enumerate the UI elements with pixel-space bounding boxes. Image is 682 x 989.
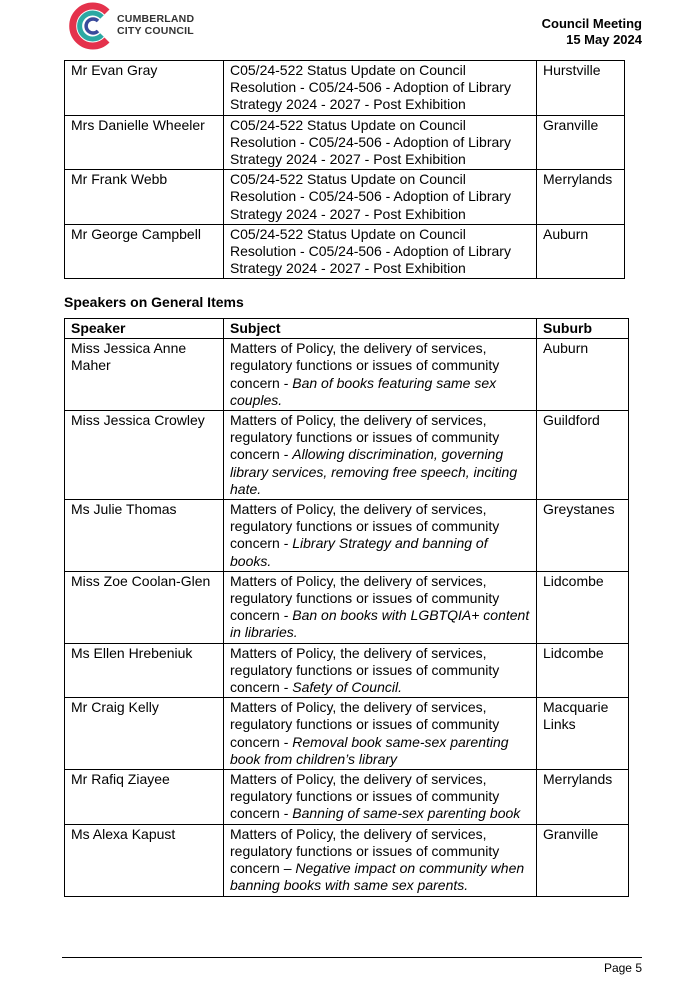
subject-text: Matters of Policy, the delivery of services, regulatory functions or issues of community concern - <box>230 572 500 624</box>
meeting-title: Council Meeting <box>541 16 642 31</box>
footer-divider <box>62 957 642 958</box>
meeting-date: 15 May 2024 <box>566 32 642 47</box>
suburb-cell: Merrylands <box>537 770 629 825</box>
section-title: Speakers on General Items <box>64 294 244 310</box>
subject-detail: Allowing discrimination, governing library services, removing free speech, inciting hate. <box>230 446 518 497</box>
subject-cell: C05/24-522 Status Update on Council Resolution - C05/24-506 - Adoption of Library Strategy 2024 - 2027 - Post Exhibition <box>224 61 537 116</box>
subject-text: Matters of Policy, the delivery of services, regulatory functions or issues of community concern - <box>230 771 500 822</box>
subject-cell <box>224 411 537 500</box>
speaker-cell: Mrs Danielle Wheeler <box>65 115 224 170</box>
suburb-cell: Auburn <box>537 224 625 279</box>
table-row <box>65 339 629 411</box>
subject-cell: C05/24-522 Status Update on Council Resolution - C05/24-506 - Adoption of Library Strategy 2024 - 2027 - Post Exhibition <box>224 170 537 225</box>
org-name-line1: CUMBERLAND <box>117 13 195 25</box>
table-row <box>65 571 629 643</box>
speaker-cell: Ms Julie Thomas <box>65 500 224 572</box>
subject-text: Matters of Policy, the delivery of services, regulatory functions or issues of community concern - <box>230 699 500 750</box>
table-row <box>65 61 625 116</box>
speaker-cell: Ms Ellen Hrebeniuk <box>65 643 224 698</box>
subject-text: Matters of Policy, the delivery of services, regulatory functions or issues of community concern - <box>230 412 500 463</box>
speaker-cell: Mr Craig Kelly <box>65 698 224 770</box>
speaker-cell: Miss Zoe Coolan-Glen <box>65 571 224 643</box>
suburb-cell: Auburn <box>537 339 629 411</box>
subject-detail: Removal book same-sex parenting book from children’s library <box>230 733 509 767</box>
table-row <box>65 224 625 279</box>
subject-detail: Ban on books with LGBTQIA+ content in libraries. <box>230 607 530 641</box>
subject-cell <box>224 500 537 572</box>
subject-cell <box>224 643 537 698</box>
subject-text: Matters of Policy, the delivery of services, regulatory functions or issues of community concern - <box>230 501 500 552</box>
header-suburb: Suburb <box>537 319 629 339</box>
speaker-cell: Ms Alexa Kapust <box>65 824 224 896</box>
speaker-cell: Mr George Campbell <box>65 224 224 279</box>
subject-text: Matters of Policy, the delivery of services, regulatory functions or issues of community concern - <box>230 340 500 391</box>
subject-detail: Ban of books featuring same sex couples. <box>230 374 497 408</box>
table-row <box>65 115 625 170</box>
subject-detail: Safety of Council. <box>292 679 402 696</box>
subject-text: Matters of Policy, the delivery of services, regulatory functions or issues of community concern – <box>230 825 500 877</box>
header-speaker: Speaker <box>65 319 224 339</box>
table-row <box>65 824 629 896</box>
table-row <box>65 698 629 770</box>
suburb-cell: Lidcombe <box>537 643 629 698</box>
suburb-cell: Granville <box>537 824 629 896</box>
speaker-cell: Mr Frank Webb <box>65 170 224 225</box>
table-row <box>65 411 629 500</box>
subject-detail: Library Strategy and banning of books. <box>230 535 488 569</box>
subject-cell <box>224 698 537 770</box>
suburb-cell: Greystanes <box>537 500 629 572</box>
speaker-cell: Miss Jessica Anne Maher <box>65 339 224 411</box>
header-subject: Subject <box>224 319 537 339</box>
subject-cell <box>224 339 537 411</box>
suburb-cell: Guildford <box>537 411 629 500</box>
table-header-row <box>65 319 629 339</box>
table-row <box>65 643 629 698</box>
subject-text: Matters of Policy, the delivery of services, regulatory functions or issues of community concern - <box>230 644 500 696</box>
speaker-cell: Mr Evan Gray <box>65 61 224 116</box>
subject-cell <box>224 770 537 825</box>
speaker-cell: Miss Jessica Crowley <box>65 411 224 500</box>
subject-cell <box>224 571 537 643</box>
suburb-cell: Hurstville <box>537 61 625 116</box>
suburb-cell: Granville <box>537 115 625 170</box>
subject-cell: C05/24-522 Status Update on Council Resolution - C05/24-506 - Adoption of Library Strategy 2024 - 2027 - Post Exhibition <box>224 224 537 279</box>
general-speakers-table <box>64 318 629 897</box>
table-row <box>65 500 629 572</box>
suburb-cell: Merrylands <box>537 170 625 225</box>
subject-cell <box>224 824 537 896</box>
subject-detail: Banning of same-sex parenting book <box>292 805 521 822</box>
table-row <box>65 170 625 225</box>
speaker-cell: Mr Rafiq Ziayee <box>65 770 224 825</box>
table-row <box>65 770 629 825</box>
subject-cell: C05/24-522 Status Update on Council Resolution - C05/24-506 - Adoption of Library Strategy 2024 - 2027 - Post Exhibition <box>224 115 537 170</box>
org-name-line2: CITY COUNCIL <box>117 25 194 37</box>
meeting-header <box>542 16 642 48</box>
suburb-cell: Macquarie Links <box>537 698 629 770</box>
page-number: Page 5 <box>603 961 642 975</box>
suburb-cell: Lidcombe <box>537 571 629 643</box>
subject-detail: Negative impact on community when banning books with same sex parents. <box>230 860 525 894</box>
item-speakers-table <box>64 60 625 279</box>
